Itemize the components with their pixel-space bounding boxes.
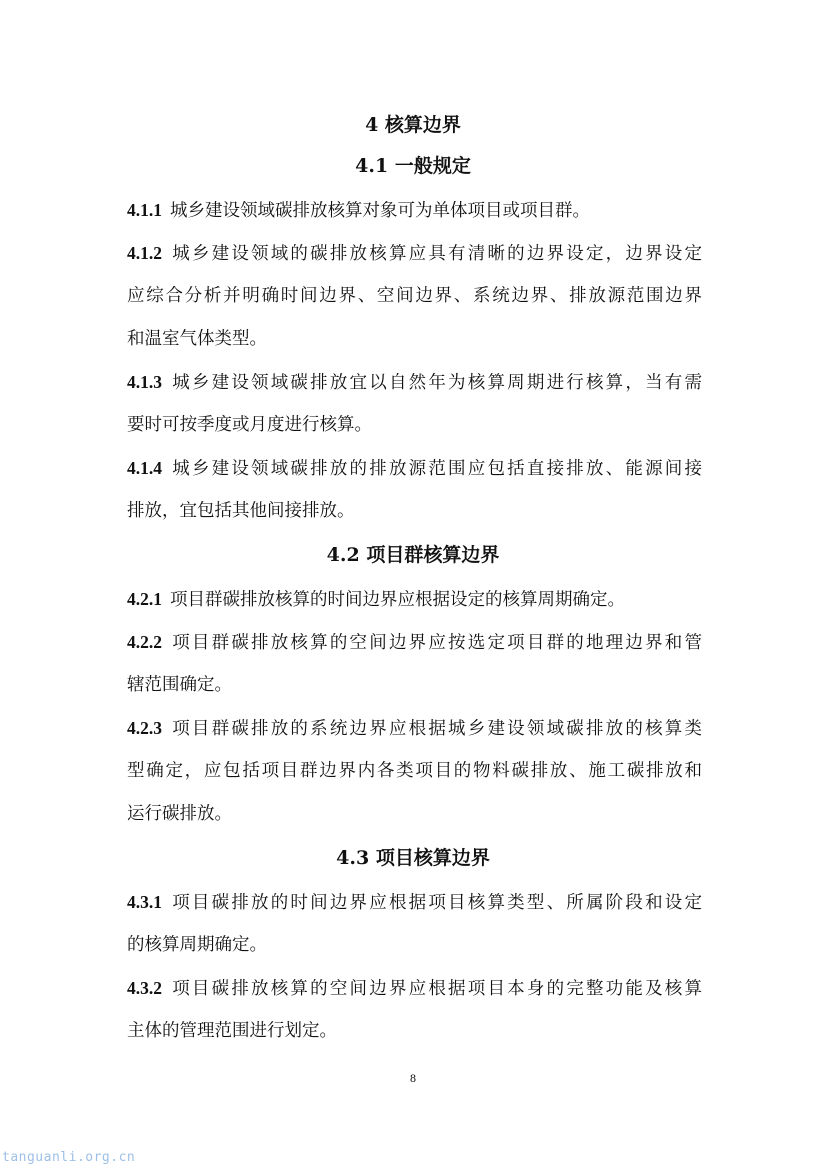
- clause-text: 项目群碳排放核算的空间边界应按选定项目群的地理边界和管: [170, 633, 702, 653]
- section-title: 4.1 一般规定: [355, 155, 471, 177]
- clause-number: 4.2.2: [127, 632, 162, 652]
- clause-line: 的核算周期确定。: [127, 935, 267, 955]
- clause-number: 4.3.2: [127, 978, 162, 998]
- clause-line: 应综合分析并明确时间边界、空间边界、系统边界、排放源范围边界: [127, 286, 702, 306]
- clause-number: 4.1.2: [127, 243, 162, 263]
- section-title: 4.3 项目核算边界: [336, 847, 490, 869]
- clause-text: 城乡建设领域碳排放宜以自然年为核算周期进行核算，当有需: [170, 373, 702, 393]
- clause-text: 城乡建设领域的碳排放核算应具有清晰的边界设定，边界设定: [170, 244, 702, 264]
- clause-number: 4.1.1: [127, 200, 162, 220]
- clause-text: 项目群碳排放的系统边界应根据城乡建设领域碳排放的核算类: [170, 719, 702, 739]
- clause-number: 4.2.3: [127, 718, 162, 738]
- clause-line: [127, 630, 702, 655]
- clause-line: 主体的管理范围进行划定。: [127, 1021, 337, 1041]
- clause-text: 城乡建设领域碳排放核算对象可为单体项目或项目群。: [170, 201, 590, 221]
- chapter-title: 4 核算边界: [365, 114, 461, 136]
- clause-line: [127, 198, 702, 223]
- clause-line: [127, 716, 702, 741]
- clause-line: [127, 976, 702, 1001]
- clause-line: 排放，宜包括其他间接排放。: [127, 501, 355, 521]
- clause-text: 项目碳排放核算的空间边界应根据项目本身的完整功能及核算: [170, 979, 702, 999]
- clause-line: [127, 456, 702, 481]
- page-number: 8: [410, 1071, 416, 1085]
- clause-line: [127, 587, 702, 612]
- clause-line: 和温室气体类型。: [127, 329, 267, 349]
- clause-line: 型确定，应包括项目群边界内各类项目的物料碳排放、施工碳排放和: [127, 761, 702, 781]
- clause-text: 城乡建设领域碳排放的排放源范围应包括直接排放、能源间接: [170, 459, 702, 479]
- clause-line: 运行碳排放。: [127, 804, 232, 824]
- clause-line: 辖范围确定。: [127, 675, 232, 695]
- clause-number: 4.1.4: [127, 458, 162, 478]
- clause-line: [127, 890, 702, 915]
- watermark-text: tanguanli.org.cn: [2, 1150, 136, 1165]
- clause-line: [127, 241, 702, 266]
- clause-number: 4.2.1: [127, 589, 162, 609]
- clause-text: 项目碳排放的时间边界应根据项目核算类型、所属阶段和设定: [170, 893, 702, 913]
- clause-number: 4.3.1: [127, 892, 162, 912]
- clause-line: 要时可按季度或月度进行核算。: [127, 415, 372, 435]
- clause-line: [127, 370, 702, 395]
- clause-text: 项目群碳排放核算的时间边界应根据设定的核算周期确定。: [170, 590, 625, 610]
- section-title: 4.2 项目群核算边界: [326, 544, 500, 566]
- clause-number: 4.1.3: [127, 372, 162, 392]
